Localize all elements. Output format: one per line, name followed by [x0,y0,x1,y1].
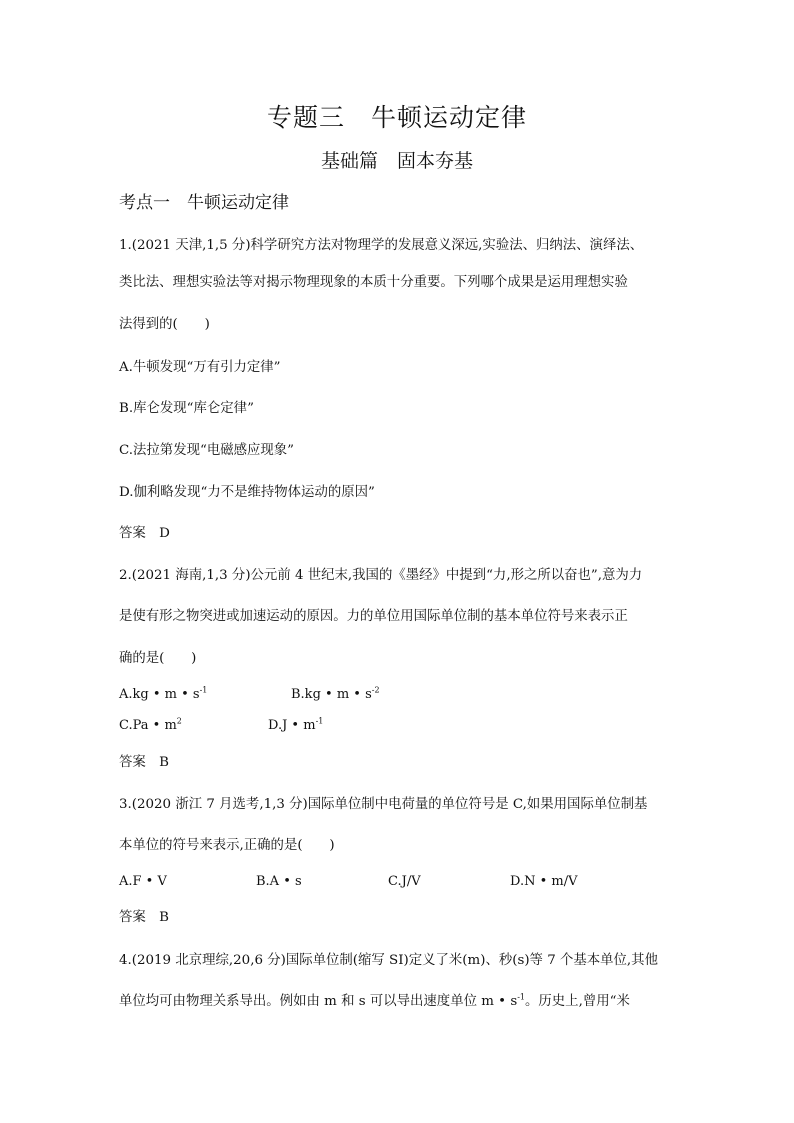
q1-option-d: D.伽利略发现“力不是维持物体运动的原因” [119,485,375,500]
q3-option-d: D.N • m/V [510,874,578,889]
q4-stem-line-1: 4.(2019 北京理综,20,6 分)国际单位制(缩写 SI)定义了米(m)、秒(s)等 7 个基本单位,其他 [119,953,658,968]
page-title: 专题三 牛顿运动定律 [266,103,527,132]
q2-stem-line-2: 是使有形之物突进或加速运动的原因。力的单位用国际单位制的基本单位符号来表示正 [119,609,628,624]
q4-stem-line-2: 单位均可由物理关系导出。例如由 m 和 s 可以导出速度单位 m • $s^{-1}$。历史上,曾用“米 [119,992,630,1009]
q2-stem-line-3: 确的是( ) [119,651,197,666]
q1-option-a: A.牛顿发现“万有引力定律” [119,360,281,375]
q2-option-a: A.kg • m • $s^{-1}$ [119,685,208,702]
q2-option-b: B.kg • m • $s^{-2}$ [291,685,380,702]
q3-option-c: C.J/V [388,874,421,889]
q3-stem-line-1: 3.(2020 浙江 7 月选考,1,3 分)国际单位制中电荷量的单位符号是 C,如果用国际单位制基 [119,797,648,812]
q1-answer: 答案 D [119,526,170,541]
q1-stem-line-1: 1.(2021 天津,1,5 分)科学研究方法对物理学的发展意义深远,实验法、归纳法、演绎法、 [119,238,644,253]
section-heading: 考点一 牛顿运动定律 [119,193,289,213]
q1-stem-line-2: 类比法、理想实验法等对揭示物理现象的本质十分重要。下列哪个成果是运用理想实验 [119,275,628,290]
q3-option-b: B.A • s [256,874,302,889]
q3-answer: 答案 B [119,910,170,925]
q1-option-c: C.法拉第发现“电磁感应现象” [119,443,295,458]
q2-option-d: D.J • $m^{-1}$ [268,716,324,733]
q2-option-c: C.Pa • $m^2$ [119,716,182,733]
q1-option-b: B.库仑发现“库仑定律” [119,401,254,416]
q2-stem-line-1: 2.(2021 海南,1,3 分)公元前 4 世纪末,我国的《墨经》中提到“力,形之所以奋也”,意为力 [119,568,643,583]
q1-stem-line-3: 法得到的( ) [119,317,210,332]
page-subtitle: 基础篇 固本夯基 [320,150,473,172]
q3-option-a: A.F • V [119,874,167,889]
q3-stem-line-2: 本单位的符号来表示,正确的是( ) [119,838,335,853]
q2-answer: 答案 B [119,755,170,770]
